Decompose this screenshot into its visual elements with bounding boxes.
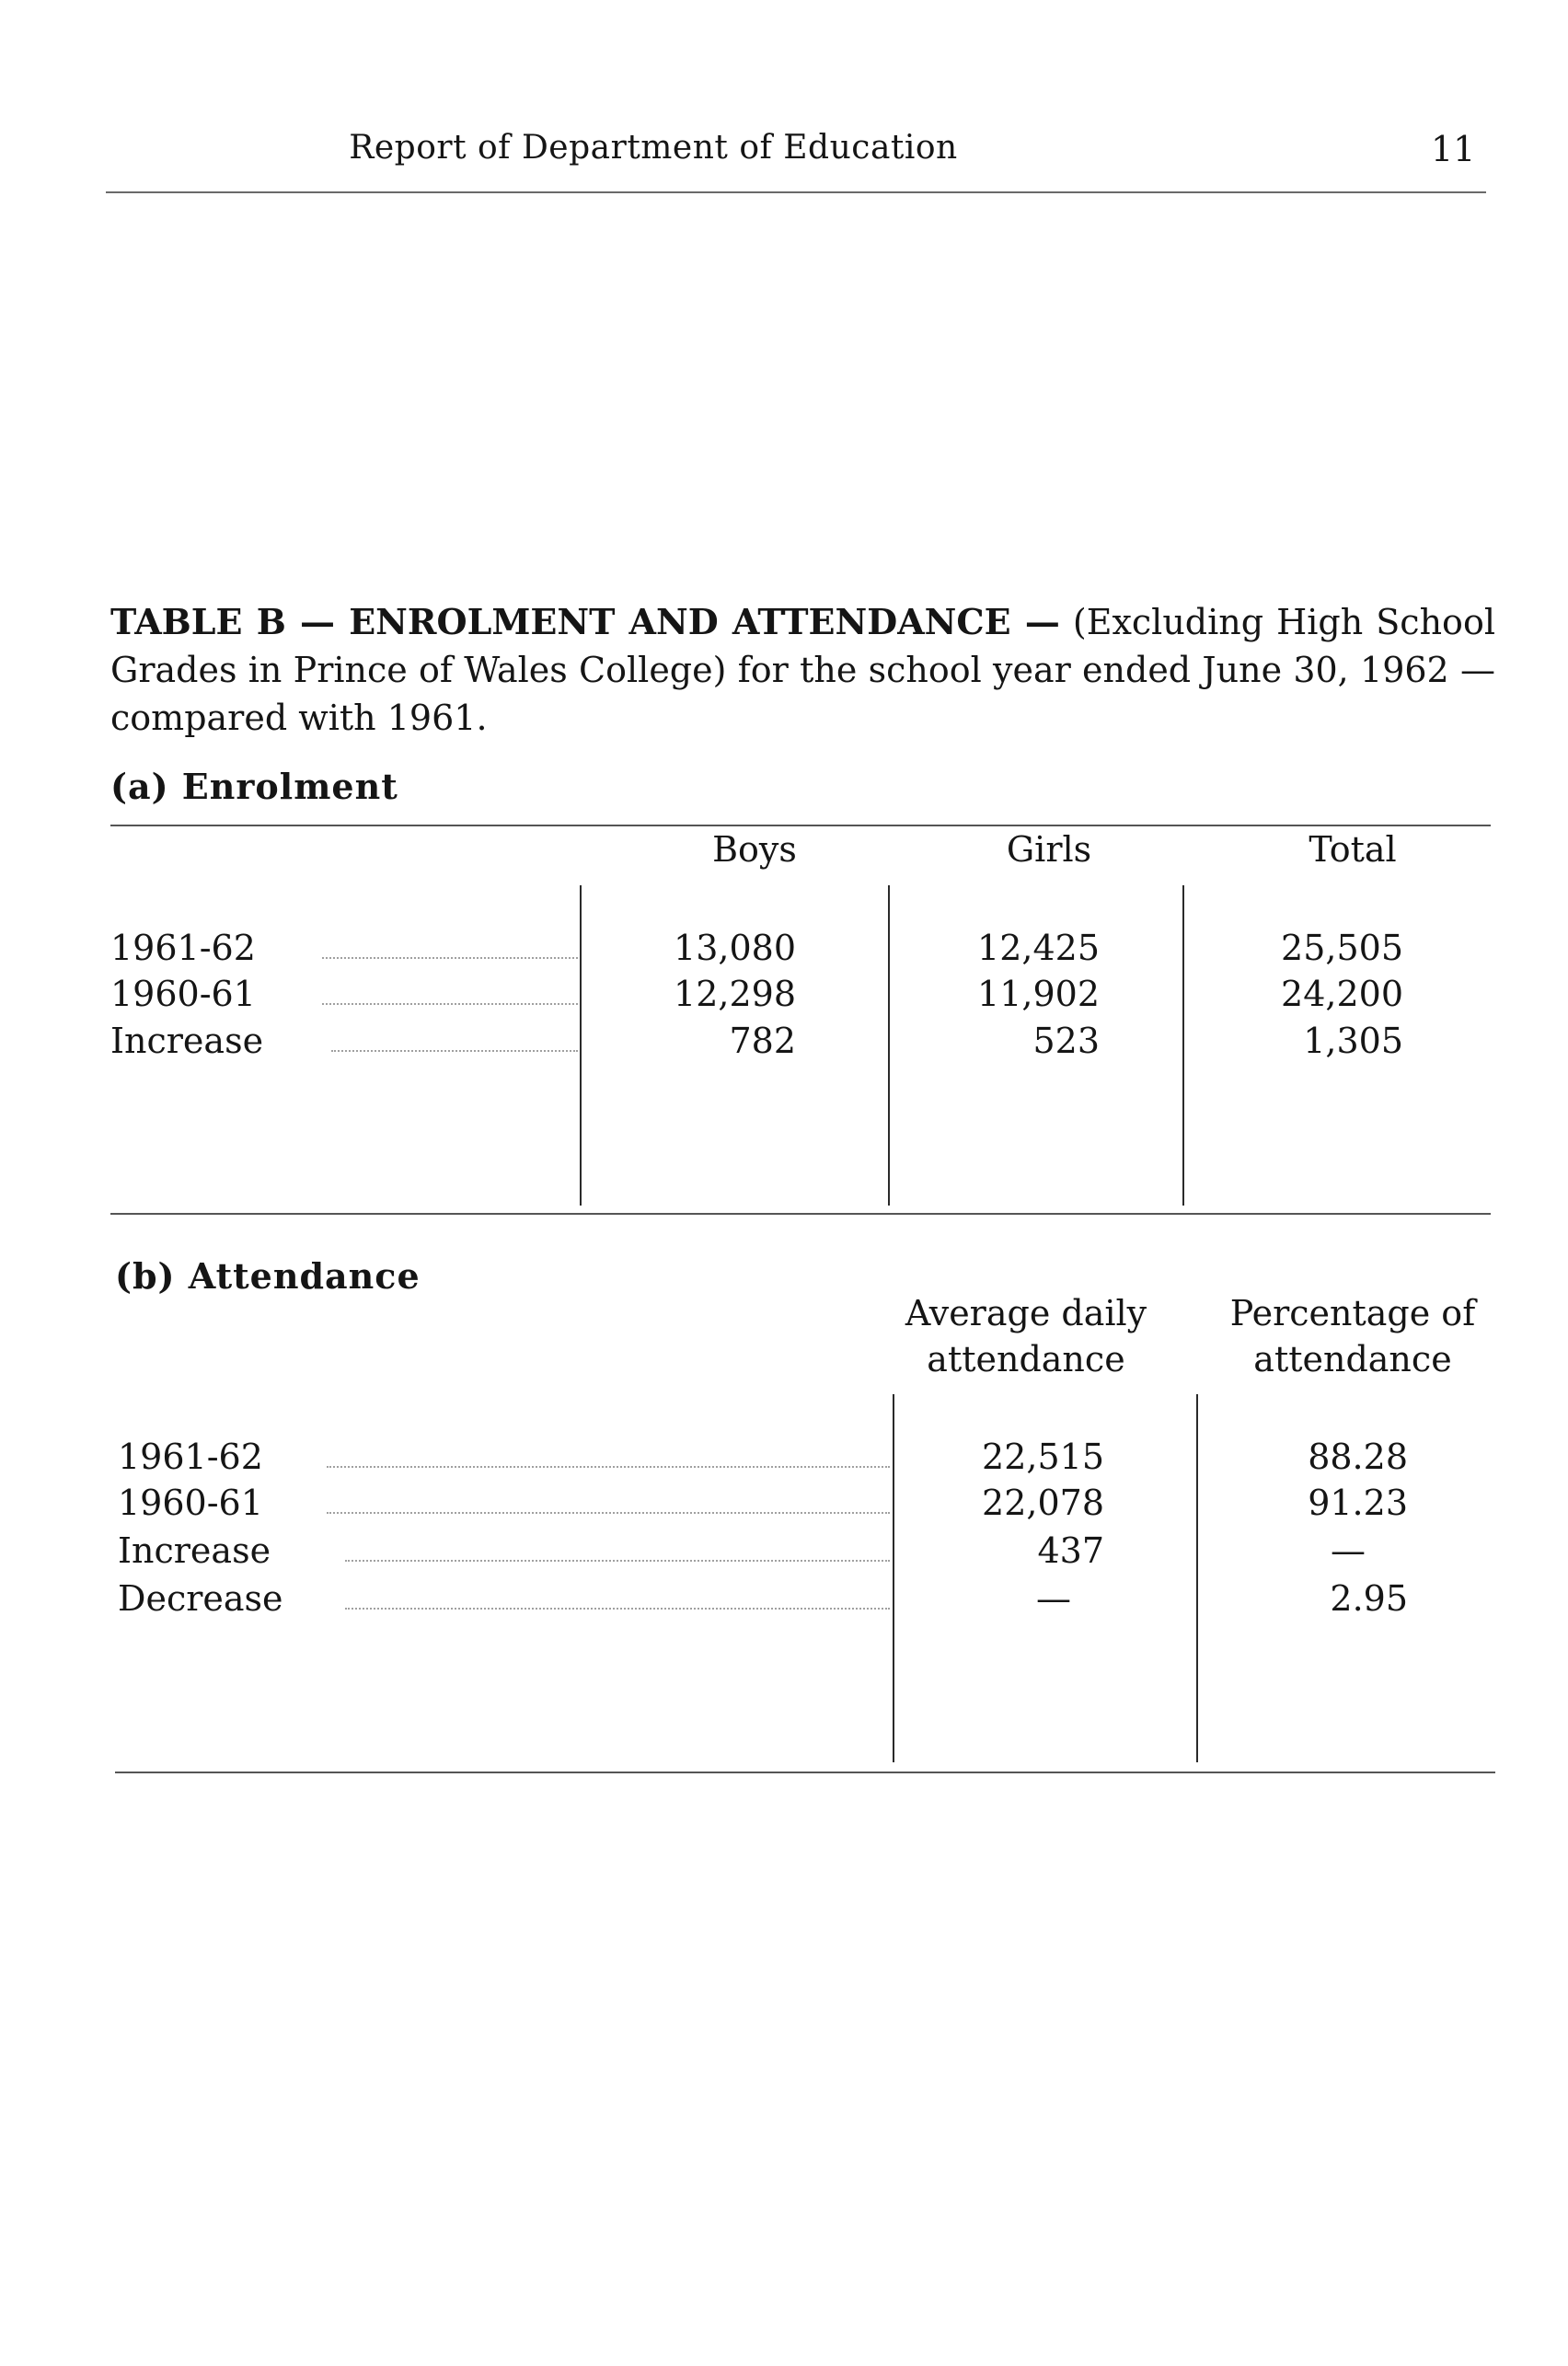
attendance-cell: 22,078 xyxy=(982,1483,1104,1523)
attendance-cell: 437 xyxy=(1037,1530,1104,1571)
leader-dots xyxy=(327,1512,890,1514)
attendance-divider-1 xyxy=(893,1394,894,1762)
col-head-percentage xyxy=(1201,1290,1505,1382)
attendance-bottom-rule xyxy=(115,1772,1495,1773)
attendance-row-label: 1961-62 xyxy=(118,1437,263,1477)
leader-dots xyxy=(345,1608,890,1610)
enrolment-title: (a) Enrolment xyxy=(110,766,398,807)
enrolment-divider-2 xyxy=(888,885,890,1206)
attendance-cell: — xyxy=(1331,1530,1366,1571)
enrolment-cell: 12,425 xyxy=(977,928,1100,968)
attendance-row-label: Decrease xyxy=(118,1578,283,1619)
enrolment-cell: 523 xyxy=(1032,1021,1100,1061)
col-head-line: Average daily xyxy=(905,1293,1147,1333)
enrolment-bottom-rule xyxy=(110,1213,1491,1215)
attendance-cell: — xyxy=(1036,1578,1071,1619)
attendance-cell: 91.23 xyxy=(1308,1483,1408,1523)
leader-dots xyxy=(327,1466,890,1468)
col-head-girls: Girls xyxy=(1006,829,1092,870)
attendance-cell: 88.28 xyxy=(1308,1437,1408,1477)
running-header xyxy=(0,129,1568,184)
page-number: 11 xyxy=(1431,129,1476,169)
col-head-line: attendance xyxy=(927,1339,1125,1379)
attendance-title: (b) Attendance xyxy=(115,1255,421,1297)
enrolment-divider-3 xyxy=(1182,885,1184,1206)
attendance-cell: 2.95 xyxy=(1330,1578,1408,1619)
table-caption xyxy=(110,598,1495,742)
leader-dots xyxy=(331,1050,578,1052)
enrolment-cell: 24,200 xyxy=(1281,974,1403,1014)
enrolment-cell: 1,305 xyxy=(1303,1021,1403,1061)
enrolment-cell: 13,080 xyxy=(674,928,796,968)
enrolment-row-label: Increase xyxy=(110,1021,264,1061)
attendance-row-label: 1960-61 xyxy=(118,1483,263,1523)
enrolment-row-label: 1960-61 xyxy=(110,974,256,1014)
table-label: TABLE B — ENROLMENT AND ATTENDANCE — xyxy=(110,601,1060,642)
col-head-line: Percentage of xyxy=(1229,1293,1476,1333)
attendance-divider-2 xyxy=(1196,1394,1198,1762)
col-head-total: Total xyxy=(1309,829,1397,870)
enrolment-divider-1 xyxy=(580,885,582,1206)
table-caption-text: (Excluding High School Grades in Prince of Wales College) for the school year ended June 30, 1962 — compared with 1961. xyxy=(110,602,1495,738)
leader-dots xyxy=(322,1003,578,1005)
running-title: Report of Department of Education xyxy=(349,129,958,167)
attendance-cell: 22,515 xyxy=(982,1437,1104,1477)
col-head-average-daily xyxy=(860,1290,1192,1382)
enrolment-cell: 782 xyxy=(729,1021,796,1061)
leader-dots xyxy=(322,957,578,959)
enrolment-cell: 12,298 xyxy=(674,974,796,1014)
enrolment-cell: 25,505 xyxy=(1281,928,1403,968)
leader-dots xyxy=(345,1560,890,1562)
enrolment-row-label: 1961-62 xyxy=(110,928,256,968)
enrolment-cell: 11,902 xyxy=(977,974,1100,1014)
col-head-line: attendance xyxy=(1253,1339,1452,1379)
attendance-row-label: Increase xyxy=(118,1530,271,1571)
col-head-boys: Boys xyxy=(712,829,797,870)
header-rule xyxy=(106,191,1486,193)
